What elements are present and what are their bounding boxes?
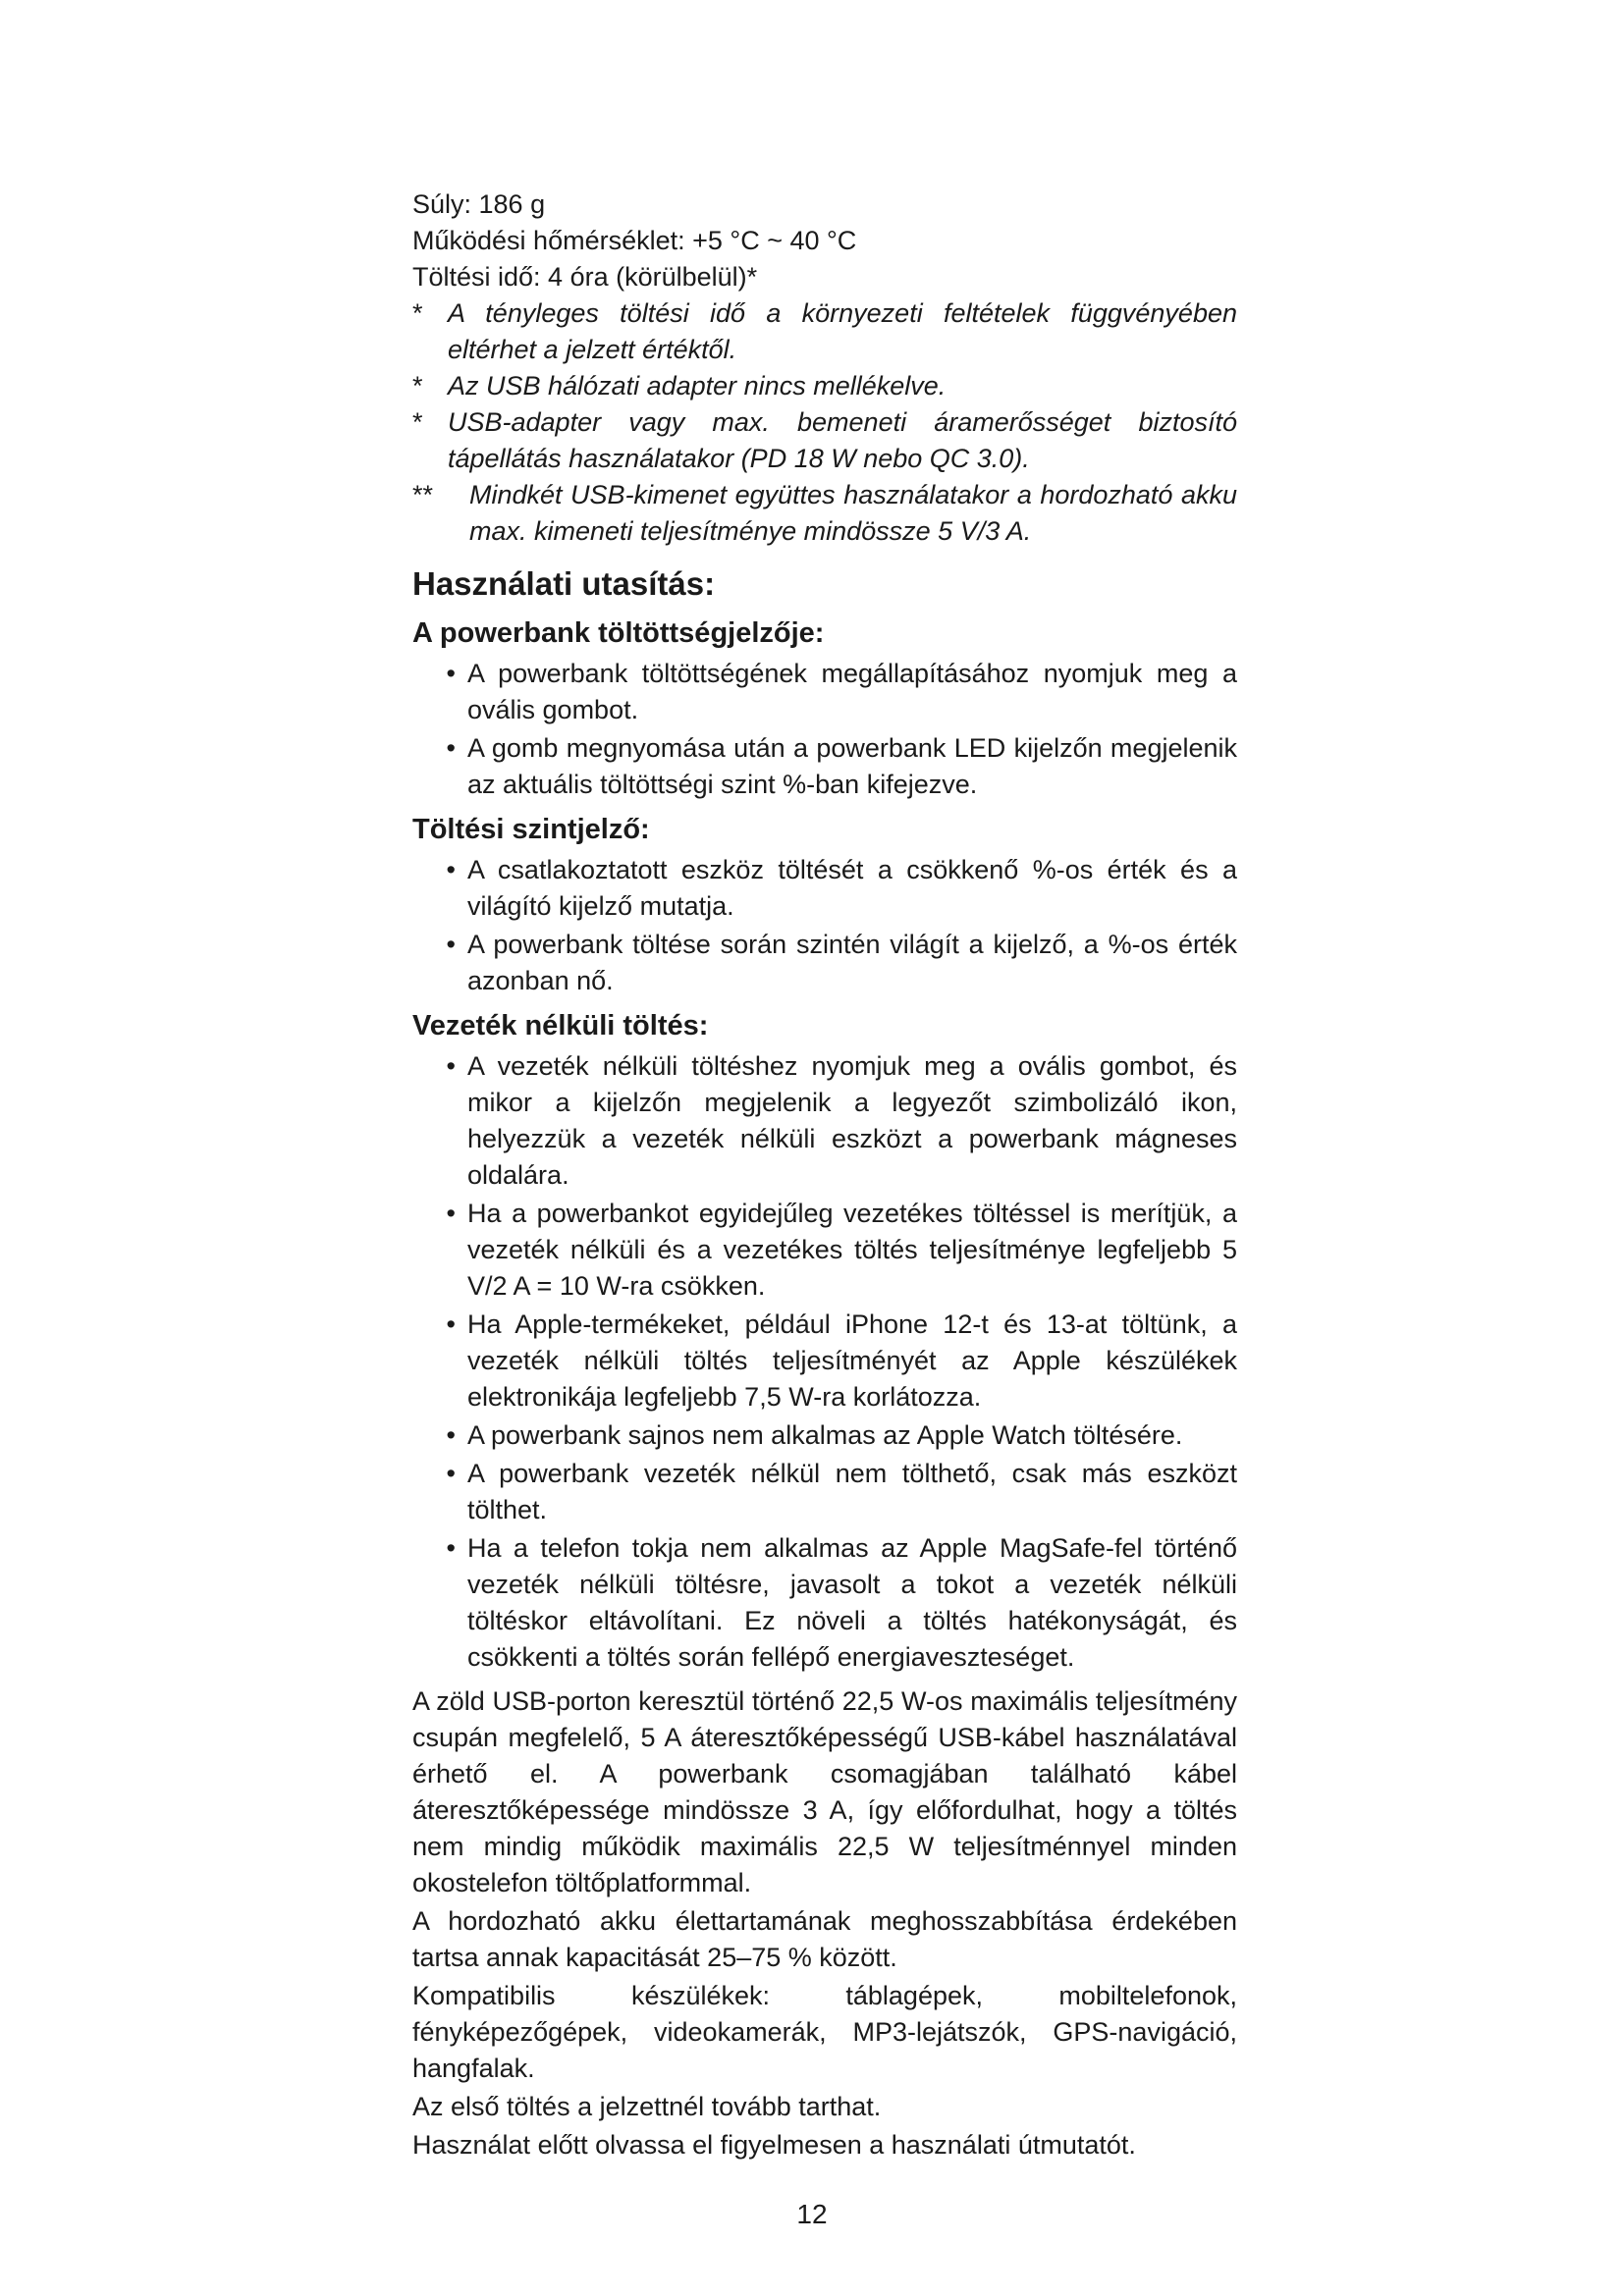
bullet-icon: • xyxy=(446,659,456,688)
list-item xyxy=(412,927,1237,999)
list-item xyxy=(412,1456,1237,1528)
bullet-icon: • xyxy=(446,733,456,763)
list-item xyxy=(412,852,1237,925)
paragraph-first-charge: Az első töltés a jelzettnél tovább tarthat. xyxy=(412,2092,882,2121)
list-item-text: A powerbank töltöttségének megállapításához nyomjuk meg a ovális gombot. xyxy=(467,659,1237,724)
footnote-text: Az USB hálózati adapter nincs mellékelve. xyxy=(448,371,947,400)
footnote xyxy=(412,477,1237,550)
bullet-icon: • xyxy=(446,855,456,884)
list-item-text: Ha a telefon tokja nem alkalmas az Apple MagSafe-fel történő vezeték nélküli töltésre, javasolt a tokot a vezeték nélküli töltéskor eltávolítani. Ez növeli a töltés hatékonyságát, és csökkenti a töltés során fellépő energiaveszteséget. xyxy=(467,1533,1237,1672)
bullet-icon: • xyxy=(446,1051,456,1081)
section-heading: Vezeték nélküli töltés: xyxy=(412,1010,709,1041)
bullet-icon: • xyxy=(446,1533,456,1563)
list-item xyxy=(412,1417,1237,1454)
list-item-text: A powerbank vezeték nélkül nem tölthető, csak más eszközt tölthet. xyxy=(467,1459,1237,1524)
paragraph-compatible-devices: Kompatibilis készülékek: táblagépek, mobiltelefonok, fényképezőgépek, videokamerák, MP3-lejátszók, GPS-navigáció, hangfalak. xyxy=(412,1981,1237,2083)
footnote-text: USB-adapter vagy max. bemeneti áramerősséget biztosító tápellátás használatakor (PD 18 W nebo QC 3.0). xyxy=(448,407,1237,473)
footnote-text: A tényleges töltési idő a környezeti feltételek függvényében eltérhet a jelzett értéktől. xyxy=(448,298,1237,364)
section-heading: A powerbank töltöttségjelzője: xyxy=(412,617,825,649)
bullet-list xyxy=(412,656,1237,803)
closing-paragraphs xyxy=(412,1683,1237,2163)
main-heading: Használati utasítás: xyxy=(412,565,716,602)
spec-temperature: Működési hőmérséklet: +5 °C ~ 40 °C xyxy=(412,226,857,255)
list-item-text: A csatlakoztatott eszköz töltését a csökkenő %-os érték és a világító kijelző mutatja. xyxy=(467,855,1237,921)
footnote xyxy=(412,404,1237,477)
bullet-icon: • xyxy=(446,930,456,959)
list-item xyxy=(412,730,1237,803)
bullet-icon: • xyxy=(446,1309,456,1339)
list-item xyxy=(412,1530,1237,1676)
list-item xyxy=(412,1048,1237,1194)
bullet-icon: • xyxy=(446,1459,456,1488)
footnote xyxy=(412,295,1237,368)
paragraph-usb-port: A zöld USB-porton keresztül történő 22,5 W-os maximális teljesítmény csupán megfelelő, 5 A áteresztőképességű USB-kábel használatával érhető el. A powerbank csomagjában található kábel áteresztőképessége mindössze 3 A, így előfordulhat, hogy a töltés nem mindig működik maximális 22,5 W teljesítménnyel minden okostelefon töltőplatformmal. xyxy=(412,1686,1237,1897)
paragraph-battery-life: A hordozható akku élettartamának meghosszabbítása érdekében tartsa annak kapacitását 25–75 % között. xyxy=(412,1906,1237,1972)
list-item-text: Ha a powerbankot egyidejűleg vezetékes töltéssel is merítjük, a vezeték nélküli és a vezetékes töltés teljesítménye legfeljebb 5 V/2 A = 10 W-ra csökken. xyxy=(467,1199,1237,1301)
specs-block xyxy=(412,187,1237,295)
page-content xyxy=(412,187,1237,2165)
bullet-icon: • xyxy=(446,1199,456,1228)
bullet-list xyxy=(412,1048,1237,1676)
section-wireless-charging xyxy=(412,1007,1237,1676)
footnote-mark: ** xyxy=(412,480,434,509)
section-charge-indicator xyxy=(412,614,1237,803)
list-item-text: A powerbank töltése során szintén világít a kijelző, a %-os érték azonban nő. xyxy=(467,930,1237,995)
section-charge-level xyxy=(412,811,1237,999)
list-item-text: Ha Apple-termékeket, például iPhone 12-t és 13-at töltünk, a vezeték nélküli töltés teljesítményét az Apple készülékek elektronikája legfeljebb 7,5 W-ra korlátozza. xyxy=(467,1309,1237,1412)
page-number: 12 xyxy=(796,2199,828,2229)
paragraph-read-manual: Használat előtt olvassa el figyelmesen a használati útmutatót. xyxy=(412,2130,1136,2160)
footnote xyxy=(412,368,1237,404)
footnote-mark: * xyxy=(412,298,423,328)
bullet-list xyxy=(412,852,1237,999)
footnote-mark: * xyxy=(412,371,423,400)
list-item xyxy=(412,1196,1237,1305)
list-item-text: A gomb megnyomása után a powerbank LED kijelzőn megjelenik az aktuális töltöttségi szint %-ban kifejezve. xyxy=(467,733,1237,799)
bullet-icon: • xyxy=(446,1420,456,1450)
list-item xyxy=(412,656,1237,728)
footnotes xyxy=(412,295,1237,550)
list-item-text: A powerbank sajnos nem alkalmas az Apple Watch töltésére. xyxy=(467,1420,1183,1450)
list-item xyxy=(412,1307,1237,1415)
footnote-text: Mindkét USB-kimenet együttes használatakor a hordozható akku max. kimeneti teljesítménye mindössze 5 V/3 A. xyxy=(469,480,1237,546)
list-item-text: A vezeték nélküli töltéshez nyomjuk meg a ovális gombot, és mikor a kijelzőn megjelenik a legyezőt szimbolizáló ikon, helyezzük a vezeték nélküli eszközt a powerbank mágneses oldalára. xyxy=(467,1051,1237,1190)
spec-weight: Súly: 186 g xyxy=(412,189,546,219)
spec-charge-time: Töltési idő: 4 óra (körülbelül)* xyxy=(412,262,758,292)
section-heading: Töltési szintjelző: xyxy=(412,814,650,845)
footnote-mark: * xyxy=(412,407,423,437)
